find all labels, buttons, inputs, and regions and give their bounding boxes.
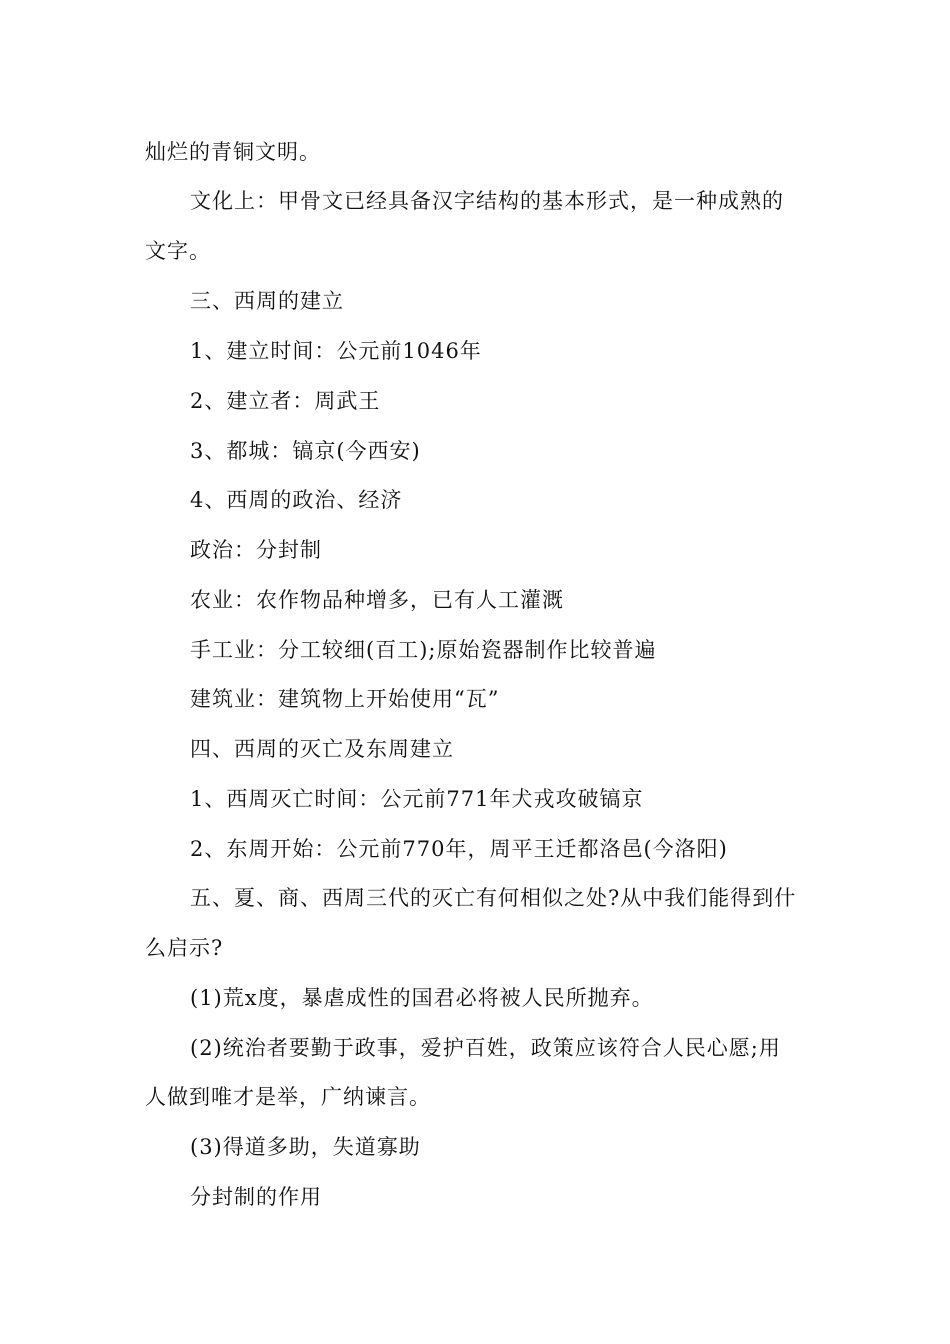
text-line-5: 1、建立时间：公元前1046年 [190, 339, 482, 363]
text-line-12: 建筑业：建筑物上开始使用“瓦” [190, 687, 500, 711]
text-line-7: 3、都城：镐京(今西安) [190, 439, 421, 463]
text-line-11: 手工业：分工较细(百工);原始瓷器制作比较普遍 [190, 638, 657, 662]
text-line-19: (2)统治者要勤于政事，爱护百姓，政策应该符合人民心愿;用 [190, 1036, 781, 1060]
text-line-22: 分封制的作用 [190, 1185, 322, 1209]
section-heading-3: 三、西周的建立 [190, 289, 344, 313]
text-line-8: 4、西周的政治、经济 [190, 488, 403, 512]
text-line-2: 文化上：甲骨文已经具备汉字结构的基本形式，是一种成熟的 [190, 189, 784, 213]
text-line-21: (3)得道多助，失道寡助 [190, 1135, 421, 1159]
text-line-6: 2、建立者：周武王 [190, 389, 381, 413]
text-line-9: 政治：分封制 [190, 538, 322, 562]
text-line-20: 人做到唯才是举，广纳谏言。 [145, 1085, 431, 1109]
text-line-18: (1)荒x度，暴虐成性的国君必将被人民所抛弃。 [190, 986, 654, 1010]
section-heading-5: 五、夏、商、西周三代的灭亡有何相似之处?从中我们能得到什 [190, 886, 797, 910]
text-line-1: 灿烂的青铜文明。 [145, 140, 321, 164]
text-line-3: 文字。 [145, 239, 211, 263]
text-line-17: 么启示? [145, 936, 224, 960]
text-line-10: 农业：农作物品种增多，已有人工灌溉 [190, 588, 564, 612]
text-line-14: 1、西周灭亡时间：公元前771年犬戎攻破镐京 [190, 787, 644, 811]
section-heading-4: 四、西周的灭亡及东周建立 [190, 737, 454, 761]
text-line-15: 2、东周开始：公元前770年，周平王迁都洛邑(今洛阳) [190, 837, 728, 861]
